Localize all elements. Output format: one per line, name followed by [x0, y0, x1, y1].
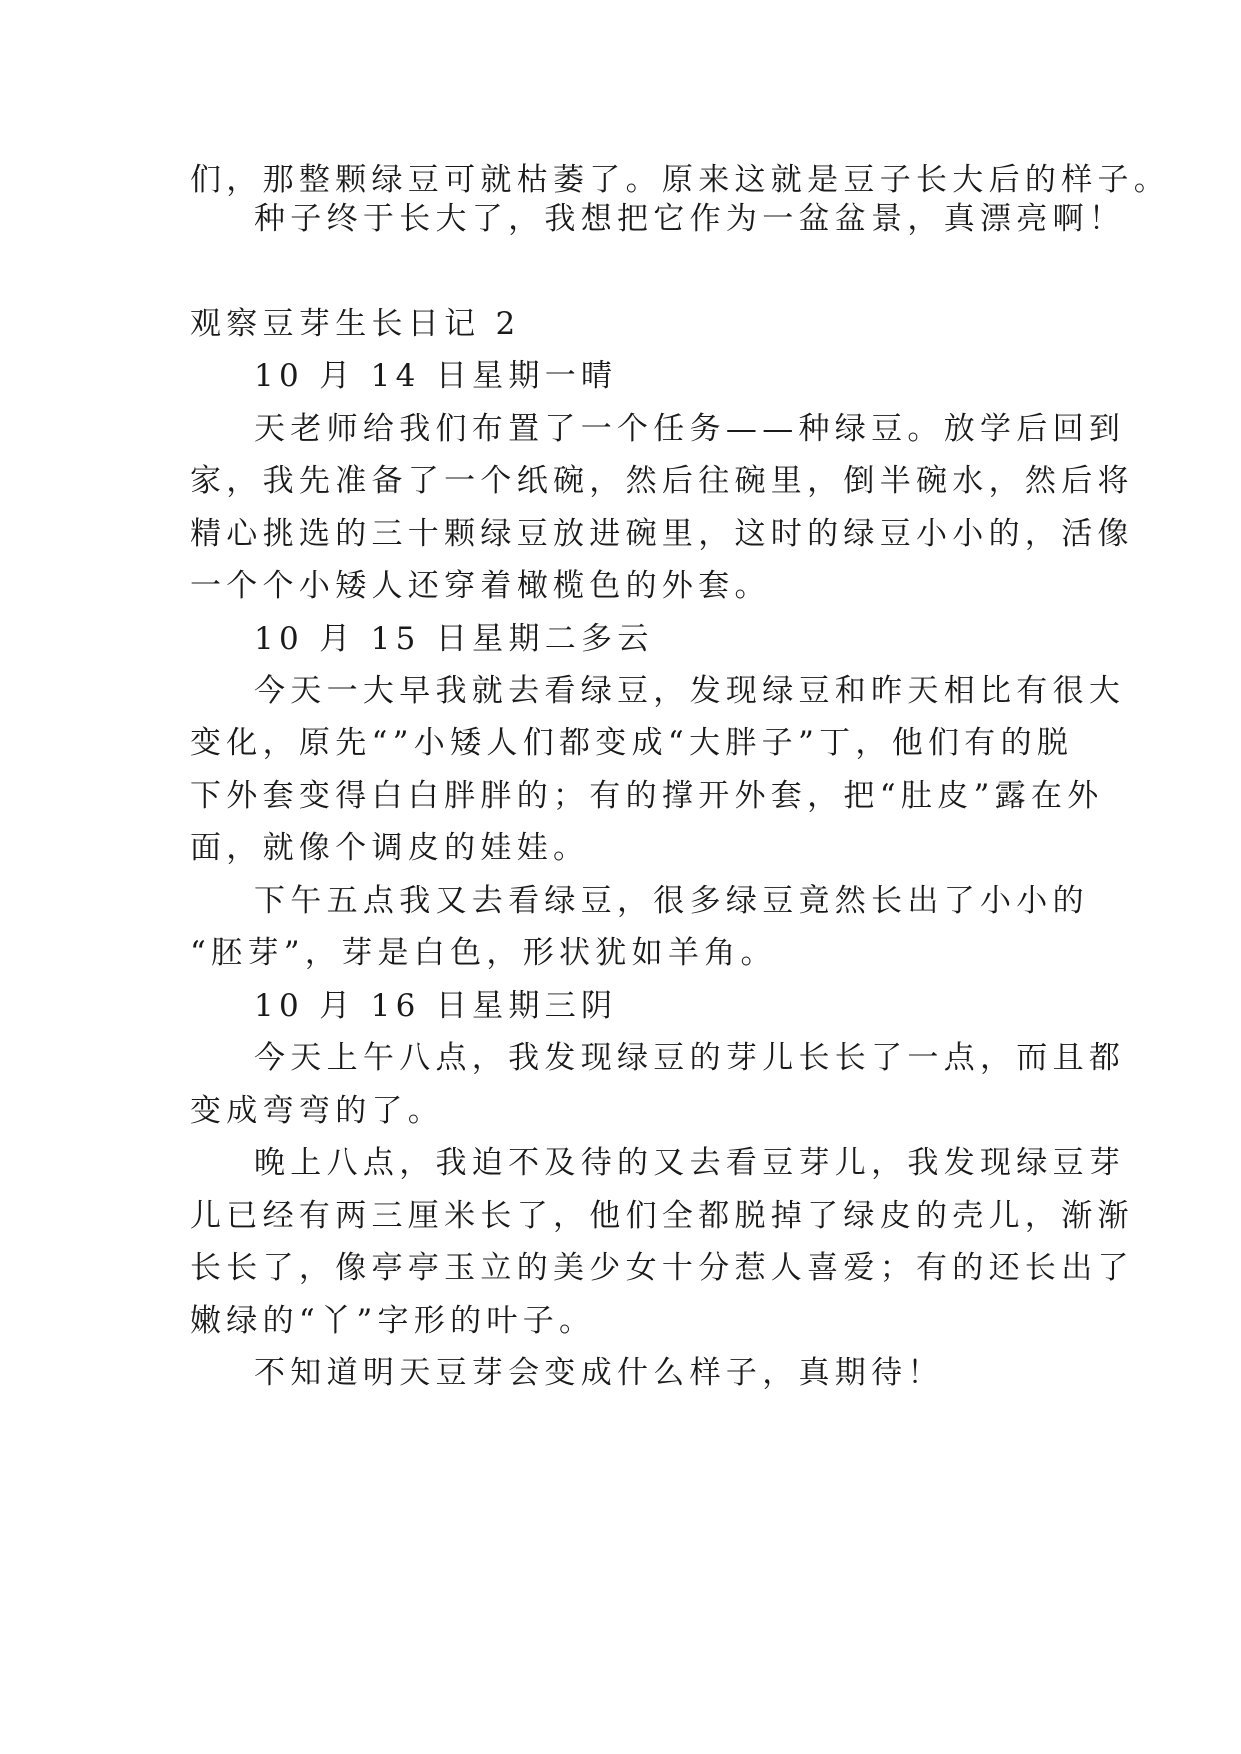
paragraph-line: 下外套变得白白胖胖的；有的撑开外套，把“肚皮”露在外	[190, 778, 1104, 814]
paragraph-line: 一个个小矮人还穿着橄榄色的外套。	[190, 568, 771, 604]
paragraph-line: 下午五点我又去看绿豆，很多绿豆竟然长出了小小的	[254, 883, 1089, 919]
paragraph-line: 变成弯弯的了。	[190, 1093, 445, 1129]
paragraph-line: 儿已经有两三厘米长了，他们全都脱掉了绿皮的壳儿，渐渐	[190, 1198, 1134, 1234]
paragraph-line: 晚上八点，我迫不及待的又去看豆芽儿，我发现绿豆芽	[254, 1145, 1126, 1181]
paragraph-line: 今天上午八点，我发现绿豆的芽儿长长了一点，而且都	[254, 1040, 1126, 1076]
paragraph-line: 种子终于长大了，我想把它作为一盆盆景，真漂亮啊！	[254, 201, 1126, 237]
entry-date: 10 月 14 日星期一晴	[254, 358, 618, 394]
paragraph-line: 变化，原先“”小矮人们都变成“大胖子”丁，他们有的脱	[190, 725, 1074, 761]
paragraph-line: “胚芽”，芽是白色，形状犹如羊角。	[190, 935, 777, 971]
closing-line: 不知道明天豆芽会变成什么样子，真期待！	[254, 1355, 944, 1391]
entry-date: 10 月 16 日星期三阴	[254, 988, 618, 1024]
paragraph-line: 家，我先准备了一个纸碗，然后往碗里，倒半碗水，然后将	[190, 463, 1134, 499]
paragraph-line: 嫩绿的“丫”字形的叶子。	[190, 1303, 596, 1339]
entry-date: 10 月 15 日星期二多云	[254, 621, 654, 657]
paragraph-line: 们，那整颗绿豆可就枯萎了。原来这就是豆子长大后的样子。	[190, 162, 1171, 198]
paragraph-line: 长长了，像亭亭玉立的美少女十分惹人喜爱；有的还长出了	[190, 1250, 1134, 1286]
paragraph-line: 今天一大早我就去看绿豆，发现绿豆和昨天相比有很大	[254, 673, 1126, 709]
document-title: 观察豆芽生长日记 2	[190, 306, 521, 342]
paragraph-line: 天老师给我们布置了一个任务——种绿豆。放学后回到	[254, 411, 1126, 447]
paragraph-line: 精心挑选的三十颗绿豆放进碗里，这时的绿豆小小的，活像	[190, 516, 1134, 552]
paragraph-line: 面，就像个调皮的娃娃。	[190, 830, 590, 866]
